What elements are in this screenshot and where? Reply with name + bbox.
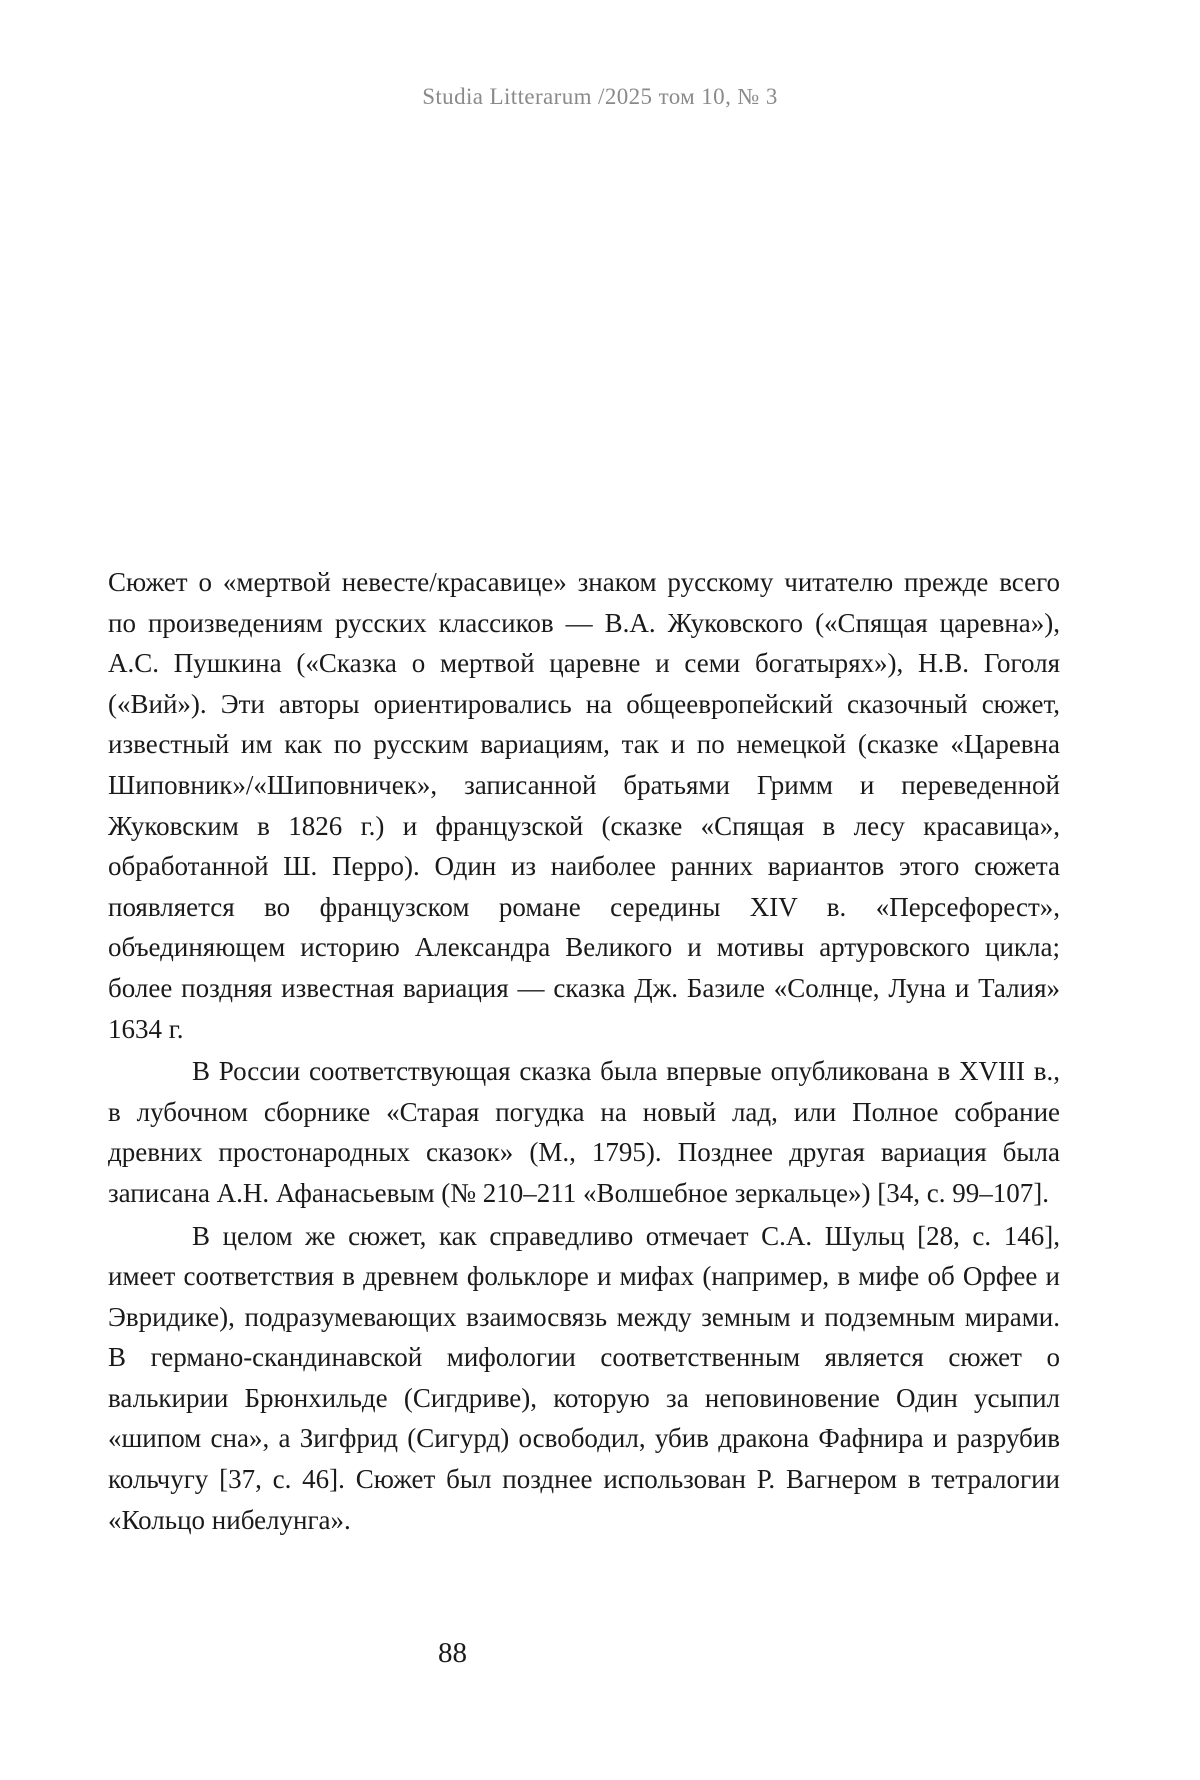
paragraph-1: Сюжет о «мертвой невесте/красавице» знаком русскому читателю прежде всего по произведениям русских классиков — В.А. Жуковского («Спящая царевна»), А.С. Пушкина («Сказка о мертвой царевне и семи богатырях»), Н.В. Гоголя («Вий»). Эти авторы ориентировались на общеевропейский сказочный сюжет, известный им как по русским вариациям, так и по немецкой (сказке «Царевна Шиповник»/«Шиповничек», записанной братьями Гримм и переведенной Жуковским в 1826 г.) и французской (сказке «Спящая в лесу красавица», обработанной Ш. Перро). Один из наиболее ранних вариантов этого сюжета появляется во французском романе середины XIV в. «Персефорест», объединяющем историю Александра Великого и мотивы артуровского цикла; более поздняя известная вариация — сказка Дж. Базиле «Солнце, Луна и Талия» 1634 г. — [108, 567, 1060, 1044]
running-header: Studia Litterarum /2025 том 10, № 3 — [422, 84, 778, 109]
paragraph-3: В целом же сюжет, как справедливо отмечает С.А. Шульц [28, с. 146], имеет соответствия в древнем фольклоре и мифах (например, в мифе об Орфее и Эвридике), подразумевающих взаимосвязь между земным и подземным мирами. В германо-скандинавской мифологии соответственным является сюжет о валькирии Брюнхильде (Сигдриве), которую за неповиновение Один усыпил «шипом сна», а Зигфрид (Сигурд) освободил, убив дракона Фафнира и разрубив кольчугу [37, с. 46]. Сюжет был позднее использован Р. Вагнером в тетралогии «Кольцо нибелунга». — [108, 1220, 1060, 1535]
page-number: 88 — [438, 1637, 467, 1669]
paragraph-2: В России соответствующая сказка была впервые опубликована в XVIII в., в лубочном сборнике «Старая погудка на новый лад, или Полное собрание древних простонародных сказок» (М., 1795). Позднее другая вариация была записана А.Н. Афанасьевым (№ 210–211 «Волшебное зеркальце») [34, с. 99–107]. — [108, 1056, 1060, 1208]
article-body — [108, 562, 1060, 1540]
